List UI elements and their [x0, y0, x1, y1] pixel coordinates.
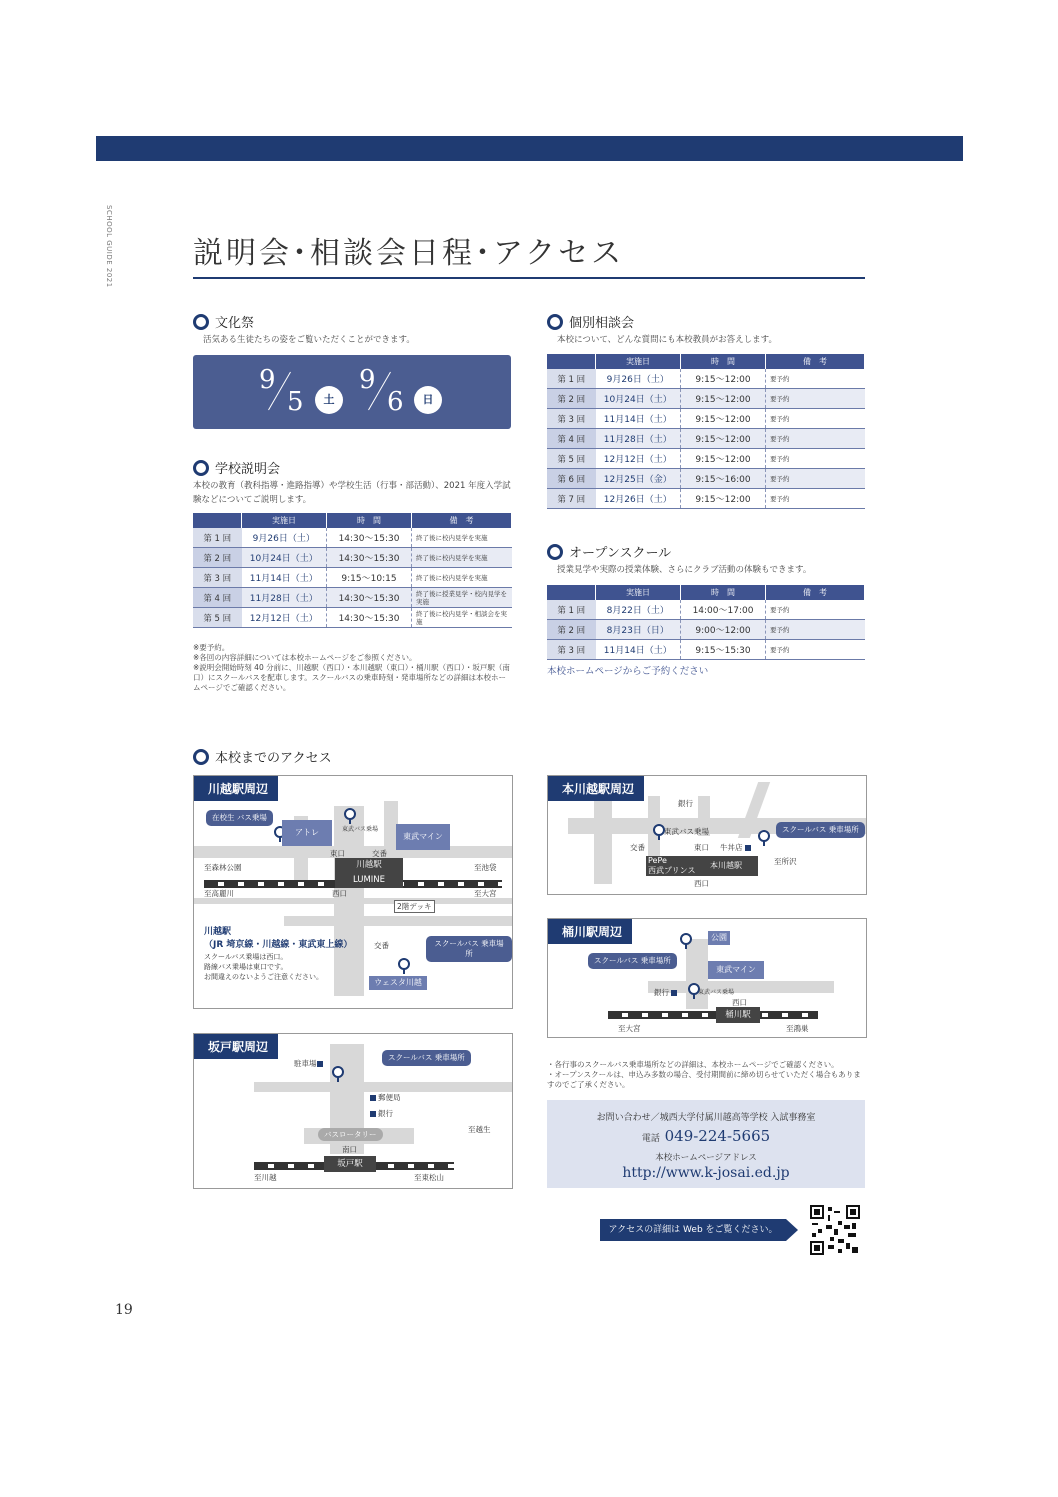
table-row — [547, 429, 865, 449]
festival-d1-month: 9 — [259, 365, 276, 395]
access-note: ・各行事のスクールバス乗車場所などの詳細は、本校ホームページでご確認ください。 — [547, 1060, 839, 1069]
cell-round: 第 3 回 — [547, 640, 596, 660]
cell-date: 9月26日（土） — [596, 369, 681, 389]
bullet-icon — [547, 314, 563, 330]
table-row — [193, 568, 512, 588]
table-row — [193, 588, 512, 608]
direction-label: 至高麗川 — [204, 889, 234, 898]
cell-note: 要予約 — [766, 600, 865, 620]
bullet-icon — [547, 544, 563, 560]
cell-time: 9:15～15:30 — [681, 640, 766, 660]
post-icon — [370, 1095, 376, 1101]
cell-time: 9:00～12:00 — [681, 620, 766, 640]
deck-label: 2階デッキ — [394, 900, 435, 913]
direction-label: 至川越 — [254, 1173, 277, 1182]
cell-round: 第 4 回 — [547, 429, 596, 449]
direction-label: 至森林公園 — [204, 863, 242, 872]
sakado-map — [193, 1033, 513, 1189]
cell-round: 第 2 回 — [547, 389, 596, 409]
tobu-main-building: 東武マイン — [708, 961, 764, 979]
parking-icon — [317, 1061, 323, 1067]
seminar-desc: 本校の教育（教科指導・進路指導）や学校生活（行事・部活動）、2021 年度入学試験などについてご説明します。 — [193, 481, 511, 505]
post-text: 郵便局 — [378, 1093, 401, 1102]
honkawagoe-map-title: 本川越駅周辺 — [548, 776, 644, 801]
table-row — [193, 528, 512, 548]
tobu-main-building: 東武マイン — [396, 824, 450, 850]
openschool-heading — [547, 542, 671, 561]
koban-label: 交番 — [630, 843, 645, 852]
festival-heading — [193, 312, 254, 331]
bank-label — [654, 987, 679, 998]
cell-time: 9:15～12:00 — [681, 389, 766, 409]
lumine-label: LUMINE — [352, 875, 386, 885]
direction-label: 至池袋 — [474, 863, 497, 872]
table-row — [547, 389, 865, 409]
cell-note: 要予約 — [766, 489, 865, 509]
cell-date: 10月24日（土） — [242, 548, 327, 568]
cell-round: 第 1 回 — [193, 528, 242, 548]
atre-building: アトレ — [282, 820, 332, 846]
table-row — [547, 640, 865, 660]
cell-date: 12月12日（土） — [242, 608, 327, 628]
tobu-bus-stop-label: 東武バス乗場 — [698, 989, 735, 996]
west-exit-label: 西口 — [332, 889, 347, 898]
cell-time: 9:15～10:15 — [327, 568, 412, 588]
prince-text: 西武プリンス — [648, 866, 696, 875]
seminar-note: ※要予約。 — [193, 643, 230, 652]
cell-date: 11月28日（土） — [242, 588, 327, 608]
koban-label: 交番 — [372, 849, 387, 858]
bus-stop-pin-icon — [758, 830, 770, 842]
road — [594, 796, 612, 884]
access-note: ・オープンスクールは、申込み多数の場合、受付期間前に締め切らせていただく場合もありますのでご了承ください。 — [547, 1070, 861, 1089]
bus-rotary-label: バスロータリー — [318, 1128, 383, 1141]
consult-desc: 本校について、どんな質問にも本校教員がお答えします。 — [557, 335, 777, 345]
bus-stop-pin-icon — [332, 1066, 344, 1078]
cell-date: 12月26日（土） — [596, 489, 681, 509]
cell-note: 要予約 — [766, 640, 865, 660]
cell-round: 第 1 回 — [547, 369, 596, 389]
openschool-reservation-link[interactable]: 本校ホームページからご予約ください — [547, 666, 709, 677]
cell-date: 11月28日（土） — [596, 429, 681, 449]
access-notes — [547, 1060, 867, 1090]
bank-label — [678, 798, 693, 809]
festival-d1-day: 5 — [287, 387, 304, 417]
tel-label: 電話 — [641, 1134, 660, 1144]
direction-label: 至東松山 — [414, 1173, 444, 1182]
cell-note: 終了後に校内見学・相談会を実施 — [412, 608, 512, 628]
arrow-right-icon — [786, 1219, 798, 1241]
cell-time: 14:30～15:30 — [327, 548, 412, 568]
westa-kawagoe-building: ウェスタ川越 — [369, 976, 427, 990]
col-round — [547, 354, 596, 369]
pepe-label — [648, 856, 695, 876]
cell-date: 11月14日（土） — [596, 409, 681, 429]
cell-note: 要予約 — [766, 449, 865, 469]
road — [284, 916, 512, 926]
sakado-map-title: 坂戸駅周辺 — [194, 1034, 278, 1059]
col-date: 実施日 — [596, 354, 681, 369]
direction-label: 至越生 — [468, 1125, 491, 1134]
cell-time: 14:30～15:30 — [327, 608, 412, 628]
gyudon-label — [720, 842, 753, 853]
seminar-heading — [193, 458, 280, 477]
cell-time: 9:15～12:00 — [681, 369, 766, 389]
title-rule — [193, 277, 865, 279]
east-exit-label: 東口 — [330, 849, 345, 858]
kawagoe-map — [193, 775, 513, 1009]
gyudon-icon — [745, 845, 751, 851]
bullet-icon — [193, 749, 209, 765]
cell-time: 14:30～15:30 — [327, 528, 412, 548]
cell-date: 8月23日（日） — [596, 620, 681, 640]
website-url[interactable]: http://www.k-josai.ed.jp — [622, 1165, 790, 1181]
col-round — [547, 585, 596, 600]
cell-note: 終了後に授業見学・校内見学を実施 — [412, 588, 512, 608]
okegawa-map-title: 桶川駅周辺 — [548, 919, 632, 944]
consult-heading-text: 個別相談会 — [569, 316, 635, 331]
consult-table — [547, 354, 865, 509]
bank-text: 銀行 — [378, 1109, 393, 1118]
cell-round: 第 2 回 — [547, 620, 596, 640]
festival-dates-box — [193, 355, 511, 429]
page-number: 19 — [115, 1302, 133, 1318]
festival-heading-text: 文化祭 — [215, 316, 255, 331]
openschool-heading-text: オープンスクール — [569, 546, 672, 561]
bus-stop-pin-icon — [344, 808, 356, 820]
bank-icon — [671, 990, 677, 996]
kawagoe-info-body: スクールバス乗場は西口。 路線バス乗場は東口です。 お間違えのないようご注意ください。 — [204, 953, 323, 981]
bullet-icon — [193, 460, 209, 476]
cell-note: 要予約 — [766, 429, 865, 449]
tel-number[interactable]: 049-224-5665 — [664, 1127, 771, 1145]
bank-label — [370, 1108, 393, 1119]
seminar-table-body — [193, 528, 512, 628]
cell-note: 要予約 — [766, 389, 865, 409]
tobu-bus-stop-label: 東武バス乗場 — [342, 826, 379, 833]
cell-date: 11月14日（土） — [242, 568, 327, 588]
seminar-table — [193, 513, 512, 628]
cell-round: 第 6 回 — [547, 469, 596, 489]
cell-note: 終了後に校内見学を実施 — [412, 568, 512, 588]
consult-heading — [547, 312, 634, 331]
bank-text: 銀行 — [678, 799, 693, 808]
web-access-banner[interactable]: アクセスの詳細は Web をご覧ください。 — [600, 1219, 786, 1241]
bus-stop-pin-icon — [680, 933, 692, 945]
table-row — [547, 469, 865, 489]
cell-round: 第 5 回 — [193, 608, 242, 628]
cell-time: 9:15～12:00 — [681, 429, 766, 449]
col-time: 時 間 — [681, 585, 766, 600]
col-time: 時 間 — [327, 513, 412, 528]
seminar-notes — [193, 643, 513, 693]
side-label: SCHOOL GUIDE 2021 — [105, 205, 113, 288]
table-row — [547, 369, 865, 389]
direction-label: 至所沢 — [774, 857, 797, 866]
kawagoe-map-title: 川越駅周辺 — [194, 776, 278, 801]
access-heading-text: 本校までのアクセス — [215, 751, 332, 766]
sakado-school-bus-stop: スクールバス 乗車場所 — [382, 1050, 471, 1066]
direction-label: 至大宮 — [618, 1024, 641, 1033]
cell-round: 第 7 回 — [547, 489, 596, 509]
contact-box — [547, 1100, 865, 1188]
post-office-label — [370, 1092, 401, 1103]
railway — [608, 1011, 818, 1019]
station-name: 本川越駅 — [710, 861, 742, 870]
openschool-desc: 授業見学や実際の授業体験、さらにクラブ活動の体験もできます。 — [557, 565, 812, 575]
west-exit-label: 西口 — [732, 998, 747, 1007]
kawagoe-info-title: 川越駅 — [204, 927, 232, 937]
cell-note: 要予約 — [766, 409, 865, 429]
col-time: 時 間 — [681, 354, 766, 369]
okegawa-station: 桶川駅 — [716, 1007, 760, 1023]
page-title: 説明会･相談会日程･アクセス — [193, 236, 625, 271]
honkawagoe-map — [547, 775, 867, 895]
cell-time: 14:00～17:00 — [681, 600, 766, 620]
cell-round: 第 1 回 — [547, 600, 596, 620]
col-date: 実施日 — [242, 513, 327, 528]
qr-code-icon[interactable] — [810, 1205, 860, 1255]
openschool-table-body — [547, 600, 865, 660]
okegawa-school-bus-stop: スクールバス 乗車場所 — [588, 953, 677, 969]
web-label: 本校ホームページアドレス — [655, 1153, 757, 1163]
cell-round: 第 3 回 — [547, 409, 596, 429]
table-row — [547, 409, 865, 429]
road — [194, 898, 512, 904]
cell-date: 11月14日（土） — [596, 640, 681, 660]
okegawa-map — [547, 918, 867, 1038]
park-label: 公園 — [708, 931, 730, 945]
cell-note: 終了後に校内見学を実施 — [412, 548, 512, 568]
kawagoe-station — [335, 858, 403, 888]
table-row — [193, 608, 512, 628]
cell-note: 要予約 — [766, 369, 865, 389]
seminar-heading-text: 学校説明会 — [215, 462, 281, 477]
festival-d2-month: 9 — [359, 365, 376, 395]
access-heading — [193, 747, 332, 766]
cell-time: 9:15～12:00 — [681, 489, 766, 509]
cell-time: 9:15～12:00 — [681, 449, 766, 469]
seminar-note: ※説明会開始時刻 40 分前に、川越駅（西口）・本川越駅（東口）・桶川駅（西口）・坂戸駅（南口）にスクールバスを配車します。スクールバスの乗車時刻・発車場所などの詳細は本校ホームページでご確認ください。 — [193, 663, 510, 692]
gyudon-text: 牛丼店 — [720, 843, 743, 852]
cell-time: 9:15～16:00 — [681, 469, 766, 489]
festival-d1-weekday: 土 — [315, 386, 343, 414]
west-exit-label: 西口 — [694, 879, 709, 888]
direction-label: 至鴻巣 — [786, 1024, 809, 1033]
pepe-text: PePe — [648, 856, 667, 865]
road — [254, 1082, 512, 1092]
openschool-table — [547, 585, 865, 660]
kawagoe-info-lines: （JR 埼京線・川越線・東武東上線） — [204, 940, 353, 950]
col-note: 備 考 — [766, 585, 865, 600]
koban-label: 交番 — [374, 941, 389, 950]
cell-note: 要予約 — [766, 620, 865, 640]
cell-date: 10月24日（土） — [596, 389, 681, 409]
honkawagoe-station — [646, 856, 758, 876]
east-exit-label: 東口 — [694, 843, 709, 852]
cell-round: 第 2 回 — [193, 548, 242, 568]
contact-line: お問い合わせ／城西大学付属川越高等学校 入試事務室 — [596, 1113, 816, 1123]
col-note: 備 考 — [766, 354, 865, 369]
festival-desc: 活気ある生徒たちの姿をご覧いただくことができます。 — [203, 335, 415, 345]
top-banner-bar — [96, 136, 963, 161]
cell-time: 9:15～12:00 — [681, 409, 766, 429]
kawagoe-student-bus-stop: 在校生 バス乗場 — [206, 810, 273, 826]
south-exit-label: 南口 — [342, 1145, 357, 1154]
direction-label: 至大宮 — [474, 889, 497, 898]
table-row — [193, 548, 512, 568]
cell-round: 第 5 回 — [547, 449, 596, 469]
col-round — [193, 513, 242, 528]
consult-table-body — [547, 369, 865, 509]
station-name: 川越駅 — [356, 860, 382, 870]
table-row — [547, 620, 865, 640]
cell-note: 要予約 — [766, 469, 865, 489]
kawagoe-school-bus-stop: スクールバス 乗車場所 — [426, 936, 512, 962]
parking-text: 駐車場 — [294, 1059, 317, 1068]
seminar-note: ※各回の内容詳細については本校ホームページをご参照ください。 — [193, 653, 417, 662]
table-row — [547, 600, 865, 620]
cell-note: 終了後に校内見学を実施 — [412, 528, 512, 548]
bank-icon — [370, 1111, 376, 1117]
table-row — [547, 449, 865, 469]
road — [686, 939, 708, 1009]
tobu-bus-stop-label: 東武バス乗場 — [664, 827, 709, 836]
parking-label — [294, 1058, 325, 1069]
bus-stop-pin-icon — [398, 958, 410, 970]
bullet-icon — [193, 314, 209, 330]
contact-tel-row — [547, 1127, 865, 1145]
sakado-station: 坂戸駅 — [324, 1156, 376, 1172]
cell-date: 12月25日（金） — [596, 469, 681, 489]
bank-text: 銀行 — [654, 988, 669, 997]
cell-round: 第 3 回 — [193, 568, 242, 588]
festival-d2-weekday: 日 — [414, 386, 442, 414]
table-row — [547, 489, 865, 509]
col-date: 実施日 — [596, 585, 681, 600]
cell-date: 9月26日（土） — [242, 528, 327, 548]
col-note: 備 考 — [412, 513, 512, 528]
cell-time: 14:30～15:30 — [327, 588, 412, 608]
honkawagoe-school-bus-stop: スクールバス 乗車場所 — [776, 822, 865, 838]
cell-date: 8月22日（土） — [596, 600, 681, 620]
cell-date: 12月12日（土） — [596, 449, 681, 469]
cell-round: 第 4 回 — [193, 588, 242, 608]
festival-d2-day: 6 — [387, 387, 404, 417]
